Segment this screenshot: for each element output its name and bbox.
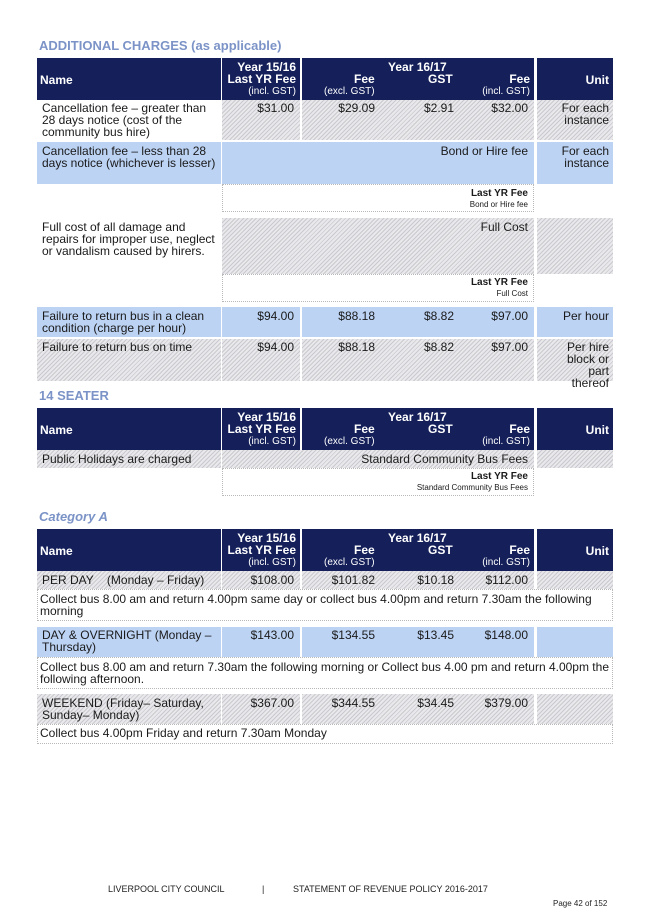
- header-year-1516: [222, 529, 300, 571]
- header-fee: Fee: [354, 72, 375, 86]
- header-incl-gst-2: (incl. GST): [482, 436, 530, 447]
- collection-note: Collect bus 4.00pm Friday and return 7.30am Monday: [40, 726, 327, 740]
- header-year-1516-label: Year 15/16: [237, 531, 296, 545]
- table-row-name: Cancellation fee – less than 28 days notice (whichever is lesser): [42, 144, 216, 170]
- last-yr-fee-note-value: Standard Community Bus Fees: [416, 483, 528, 492]
- table-row-name: DAY & OVERNIGHT (Monday – Thursday): [42, 628, 212, 654]
- header-excl-gst: (excl. GST): [324, 436, 375, 447]
- gst-value: $34.45: [417, 696, 454, 710]
- cell-bg: [537, 450, 613, 468]
- header-fee-incl: Fee: [509, 543, 530, 557]
- header-fee-incl: Fee: [509, 422, 530, 436]
- fee-incl-value: $112.00: [485, 573, 528, 587]
- footer-page-number: Page 42 of 152: [553, 899, 608, 908]
- span-value: Bond or Hire fee: [440, 144, 528, 158]
- footer-organisation: LIVERPOOL CITY COUNCIL: [108, 884, 225, 894]
- row-highlight: [537, 627, 613, 657]
- fee-incl-value: $97.00: [491, 340, 528, 354]
- header-unit: [537, 529, 613, 571]
- table-row-name: PER DAY (Monday – Friday): [42, 573, 205, 587]
- collection-note: Collect bus 8.00 am and return 7.30am the following morning or Collect bus 4.00 pm and return 4.00pm the following afternoon.: [40, 660, 609, 686]
- fee-excl-value: $134.55: [331, 628, 375, 642]
- header-fee: Fee: [354, 543, 375, 557]
- last-yr-fee-note: [300, 188, 528, 210]
- fee-incl-value: $32.00: [491, 101, 528, 115]
- gst-value: $13.45: [417, 628, 454, 642]
- last-yr-fee-label: Last YR Fee: [470, 188, 528, 199]
- fee-excl-value: $344.55: [331, 696, 375, 710]
- cell-bg: [537, 218, 613, 274]
- last-yr-fee-value: $367.00: [250, 696, 294, 710]
- header-unit-label: Unit: [585, 544, 609, 558]
- unit-value: For each instance: [561, 101, 609, 127]
- header-year-1516-label: Year 15/16: [237, 60, 296, 74]
- header-excl-gst: (excl. GST): [324, 86, 375, 97]
- last-yr-fee-label: Last YR Fee: [470, 471, 528, 482]
- fee-incl-value: $97.00: [491, 309, 528, 323]
- last-yr-fee-value: $94.00: [257, 340, 294, 354]
- table-row-name: Cancellation fee – greater than 28 days notice (cost of the community bus hire): [42, 101, 207, 139]
- fee-excl-value: $88.18: [338, 309, 375, 323]
- gst-value: $10.18: [417, 573, 454, 587]
- header-name: [37, 408, 221, 450]
- unit-value: For each instance: [561, 144, 609, 170]
- header-year-1617: [302, 529, 534, 571]
- cell-bg: [537, 571, 613, 589]
- header-name-label: Name: [40, 544, 73, 558]
- header-gst: GST: [428, 543, 453, 557]
- section-title-additional-charges: ADDITIONAL CHARGES (as applicable): [39, 38, 282, 53]
- table-row-name: WEEKEND (Friday– Saturday, Sunday– Monday): [42, 696, 204, 722]
- unit-value: Per hour: [562, 309, 609, 323]
- header-unit: [537, 58, 613, 100]
- table-row-name: Full cost of all damage and repairs for improper use, neglect or vandalism caused by hirers.: [42, 220, 215, 258]
- header-name-label: Name: [40, 73, 73, 87]
- header-fee-incl: Fee: [509, 72, 530, 86]
- last-yr-fee-value: $143.00: [250, 628, 294, 642]
- footer-separator: |: [262, 884, 265, 894]
- header-year-1617: [302, 58, 534, 100]
- span-value: Standard Community Bus Fees: [361, 452, 528, 466]
- header-year-1516-label: Year 15/16: [237, 410, 296, 424]
- table-row-name: Public Holidays are charged: [42, 452, 192, 466]
- header-unit-label: Unit: [585, 423, 609, 437]
- last-yr-fee-note-value: Full Cost: [496, 289, 528, 298]
- section-title-category-a: Category A: [39, 509, 108, 524]
- table-row-name: Failure to return bus on time: [42, 340, 193, 354]
- fee-excl-value: $101.82: [331, 573, 375, 587]
- header-name: [37, 529, 221, 571]
- header-name-label: Name: [40, 423, 73, 437]
- unit-value: Per hire block or part thereof: [566, 340, 609, 390]
- cell-bg: [537, 694, 613, 724]
- header-year-1617-label: Year 16/17: [388, 531, 447, 545]
- header-year-1617: [302, 408, 534, 450]
- span-value: Full Cost: [480, 220, 528, 234]
- fee-excl-value: $88.18: [338, 340, 375, 354]
- header-year-1617-label: Year 16/17: [388, 60, 447, 74]
- last-yr-fee-note: [300, 277, 528, 299]
- table-row-name: Failure to return bus in a clean condition (charge per hour): [42, 309, 205, 335]
- header-last-yr-fee: Last YR Fee: [227, 72, 296, 86]
- header-last-yr-fee: Last YR Fee: [227, 543, 296, 557]
- collection-note: Collect bus 8.00 am and return 4.00pm same day or collect bus 4.00pm and return 7.30am the following morning: [40, 592, 592, 618]
- header-year-1617-label: Year 16/17: [388, 410, 447, 424]
- header-name: [37, 58, 221, 100]
- gst-value: $8.82: [423, 340, 454, 354]
- header-year-1516: [222, 58, 300, 100]
- header-unit-label: Unit: [585, 73, 609, 87]
- header-incl-gst: (incl. GST): [248, 557, 296, 568]
- header-incl-gst: (incl. GST): [248, 86, 296, 97]
- header-year-1516: [222, 408, 300, 450]
- last-yr-fee-value: $31.00: [257, 101, 294, 115]
- header-gst: GST: [428, 422, 453, 436]
- gst-value: $8.82: [423, 309, 454, 323]
- header-fee: Fee: [354, 422, 375, 436]
- last-yr-fee-label: Last YR Fee: [470, 277, 528, 288]
- header-incl-gst-2: (incl. GST): [482, 557, 530, 568]
- fee-incl-value: $379.00: [484, 696, 528, 710]
- gst-value: $2.91: [423, 101, 454, 115]
- header-excl-gst: (excl. GST): [324, 557, 375, 568]
- header-gst: GST: [428, 72, 453, 86]
- header-last-yr-fee: Last YR Fee: [227, 422, 296, 436]
- fee-incl-value: $148.00: [484, 628, 528, 642]
- header-incl-gst: (incl. GST): [248, 436, 296, 447]
- fee-excl-value: $29.09: [338, 101, 375, 115]
- last-yr-fee-value: $108.00: [250, 573, 294, 587]
- header-incl-gst-2: (incl. GST): [482, 86, 530, 97]
- last-yr-fee-value: $94.00: [257, 309, 294, 323]
- footer-document-title: STATEMENT OF REVENUE POLICY 2016-2017: [293, 884, 488, 894]
- header-unit: [537, 408, 613, 450]
- section-title-14-seater: 14 SEATER: [39, 388, 109, 403]
- last-yr-fee-note: [300, 471, 528, 493]
- last-yr-fee-note-value: Bond or Hire fee: [469, 200, 528, 209]
